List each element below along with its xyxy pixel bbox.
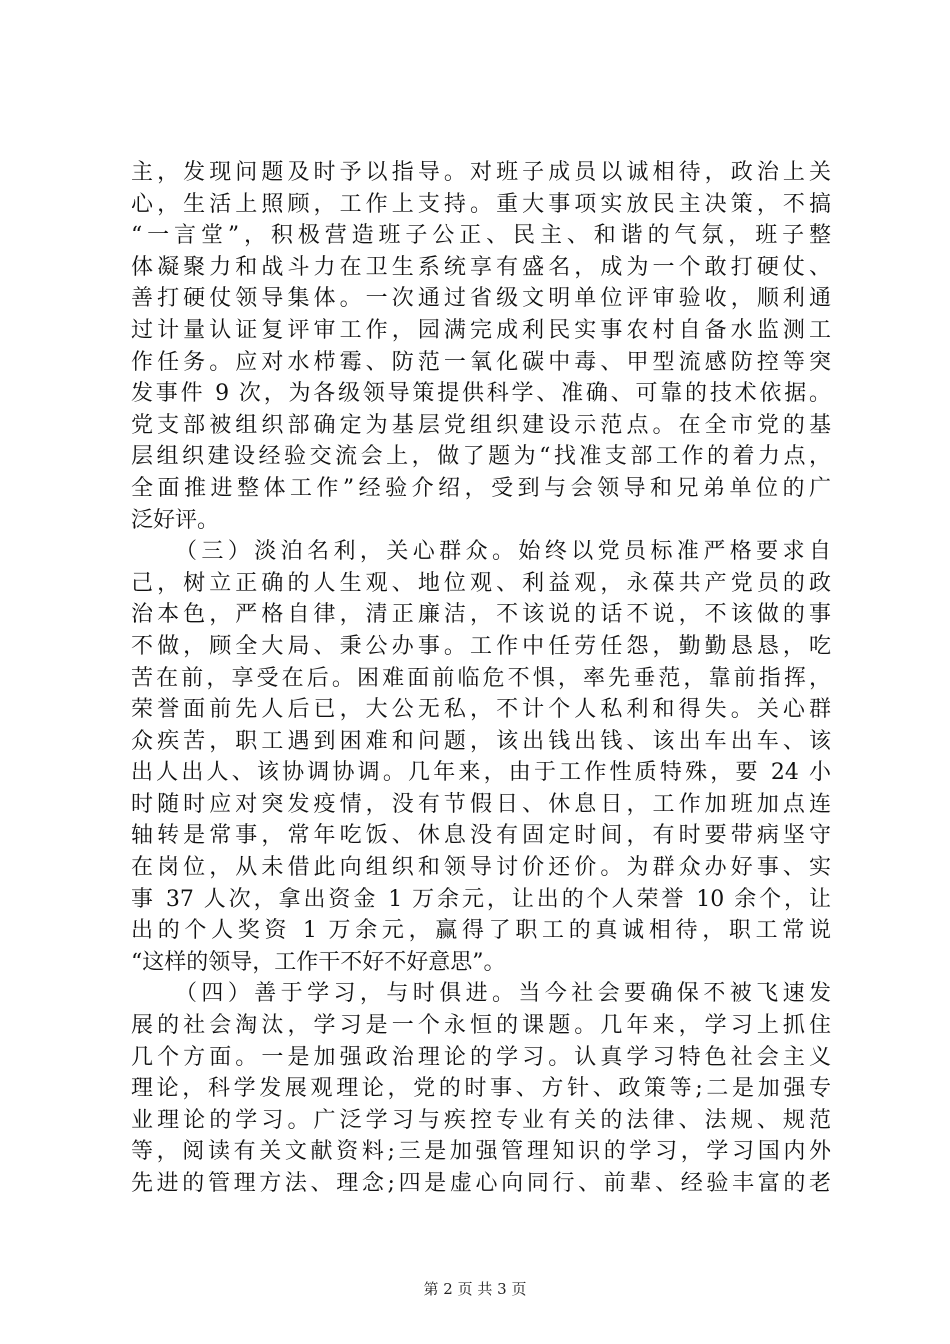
text-line: 等，阅读有关文献资料;三是加强管理知识的学习，学习国内外 <box>131 1139 831 1165</box>
text-line: “一言堂”，积极营造班子公正、民主、和谐的气氛，班子整 <box>131 223 831 249</box>
text-line: 业理论的学习。广泛学习与疾控专业有关的法律、法规、规范 <box>131 1107 831 1133</box>
text-line: 时随时应对突发疫情，没有节假日、休息日，工作加班加点连 <box>131 791 831 817</box>
document-body <box>131 157 831 1200</box>
text-line: 理论，科学发展观理论，党的时事、方针、政策等;二是加强专 <box>131 1076 831 1102</box>
text-line: 荣誉面前先人后已，大公无私，不计个人私利和得失。关心群 <box>131 697 831 723</box>
text-line: 层组织建设经验交流会上，做了题为“找准支部工作的着力点， <box>131 444 831 470</box>
text-line: 心，生活上照顾，工作上支持。重大事项实放民主决策，不搞 <box>131 191 831 217</box>
text-line: 在岗位，从未借此向组织和领导讨价还价。为群众办好事、实 <box>131 855 831 881</box>
text-line: （四）善于学习，与时俱进。当今社会要确保不被飞速发 <box>175 981 831 1007</box>
paragraph <box>131 536 831 978</box>
text-line: 苦在前，享受在后。困难面前临危不惧，率先垂范，靠前指挥， <box>131 665 831 691</box>
text-line: 展的社会淘汰，学习是一个永恒的课题。几年来，学习上抓住 <box>131 1013 831 1039</box>
text-line: 善打硬仗领导集体。一次通过省级文明单位评审验收，顺利通 <box>131 286 831 312</box>
text-line: 全面推进整体工作”经验介绍，受到与会领导和兄弟单位的广 <box>131 475 831 501</box>
text-line: 主，发现问题及时予以指导。对班子成员以诚相待，政治上关 <box>131 160 831 185</box>
text-line: 过计量认证复评审工作，园满完成利民实事农村自备水监测工 <box>131 317 831 343</box>
text-line: 不做，顾全大局、秉公办事。工作中任劳任怨，勤勤恳恳，吃 <box>131 633 831 659</box>
text-line: 体凝聚力和战斗力在卫生系统享有盛名，成为一个敢打硬仗、 <box>131 254 831 280</box>
paragraph <box>131 157 831 536</box>
text-line: 先进的管理方法、理念;四是虚心向同行、前辈、经验丰富的老 <box>131 1171 831 1196</box>
text-line: “这样的领导，工作干不好不好意思”。 <box>131 949 506 975</box>
text-line: 轴转是常事，常年吃饭、休息没有固定时间，有时要带病坚守 <box>131 823 831 849</box>
text-line: 党支部被组织部确定为基层党组织建设示范点。在全市党的基 <box>131 412 831 438</box>
text-line: 事 37 人次，拿出资金 1 万余元，让出的个人荣誉 10 余个，让 <box>131 886 831 912</box>
text-line: 众疾苦，职工遇到困难和问题，该出钱出钱、该出车出车、该 <box>131 728 831 754</box>
text-line: 出人出人、该协调协调。几年来，由于工作性质特殊，要 24 小 <box>131 760 831 786</box>
paragraph <box>131 978 831 1199</box>
text-line: 泛好评。 <box>131 507 220 533</box>
text-line: 发事件 9 次，为各级领导策提供科学、准确、可靠的技术依据。 <box>131 381 831 407</box>
text-line: 作任务。应对水栉霉、防范一氧化碳中毒、甲型流感防控等突 <box>131 349 831 375</box>
text-line: 己，树立正确的人生观、地位观、利益观，永葆共产党员的政 <box>131 570 831 596</box>
page-footer: 第 2 页 共 3 页 <box>423 1280 527 1298</box>
text-line: 几个方面。一是加强政治理论的学习。认真学习特色社会主义 <box>131 1044 831 1070</box>
text-line: 治本色，严格自律，清正廉洁，不该说的话不说，不该做的事 <box>131 602 831 628</box>
text-line: （三）淡泊名利，关心群众。始终以党员标准严格要求自 <box>175 539 831 565</box>
text-line: 出的个人奖资 1 万余元，赢得了职工的真诚相待，职工常说 <box>131 918 831 944</box>
